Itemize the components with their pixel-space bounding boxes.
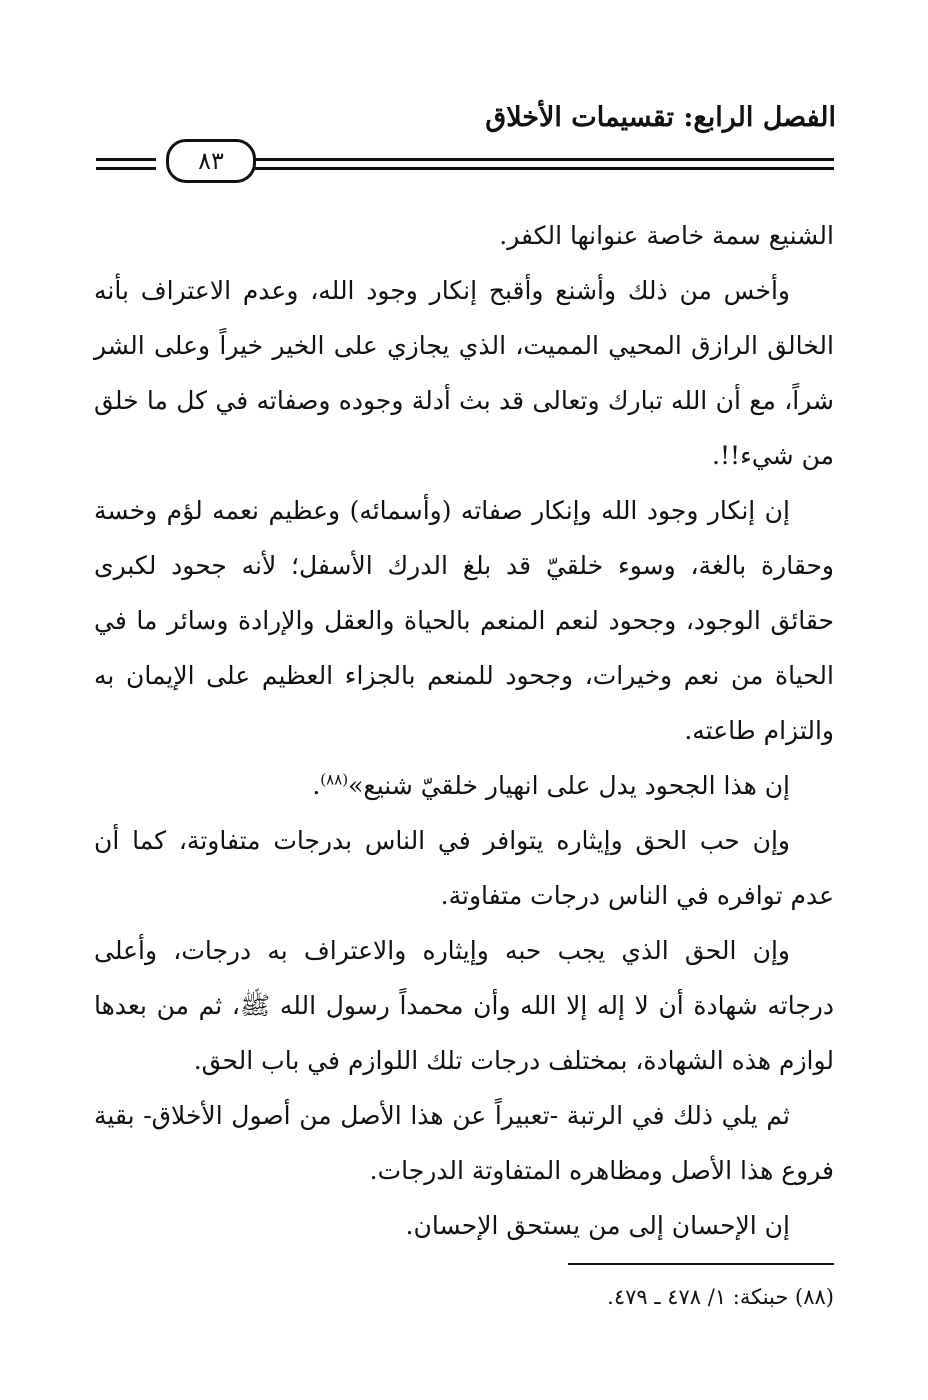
paragraph: وإن الحق الذي يجب حبه وإيثاره والاعتراف به درجات، وأعلى درجاته شهادة أن لا إله إلا الله وأن محمداً رسول الله ﷺ، ثم من بعدها لوازم هذه الشهادة، بمختلف درجات تلك اللوازم في باب الحق. xyxy=(94,936,834,1075)
paragraph: إن إنكار وجود الله وإنكار صفاته (وأسمائه) وعظيم نعمه لؤم وخسة وحقارة بالغة، وسوء خلقيّ قد بلغ الدرك الأسفل؛ لأنه جحود لكبرى حقائق الوجود، وجحود لنعم المنعم بالحياة والعقل والإرادة وسائر ما في الحياة من نعم وخيرات، وجحود للمنعم بالجزاء العظيم على الإيمان به والتزام طاعته. xyxy=(94,496,834,745)
footnote: (٨٨) حبنكة: ١/ ٤٧٨ ـ ٤٧٩. xyxy=(607,1285,834,1309)
paragraph: الشنيع سمة خاصة عنوانها الكفر. xyxy=(499,221,834,250)
paragraph-tail: . xyxy=(312,771,321,800)
paragraph: ثم يلي ذلك في الرتبة -تعبيراً عن هذا الأصل من أصول الأخلاق- بقية فروع هذا الأصل ومظاهره المتفاوتة الدرجات. xyxy=(94,1101,834,1185)
footnote-reference[interactable]: (٨٨) xyxy=(320,770,349,789)
body-text xyxy=(94,208,834,1253)
paragraph: وأخس من ذلك وأشنع وأقبح إنكار وجود الله، وعدم الاعتراف بأنه الخالق الرازق المحيي المميت، الذي يجازي على الخير خيراً وعلى الشر شراً، مع أن الله تبارك وتعالى قد بث أدلة وجوده وصفاته في كل ما خلق من شيء!!. xyxy=(94,276,834,470)
paragraph-text: إن هذا الجحود يدل على انهيار خلقيّ شنيع» xyxy=(348,771,790,800)
paragraph xyxy=(94,758,834,813)
page-number: ٨٣ xyxy=(198,147,224,175)
paragraph: إن الإحسان إلى من يستحق الإحسان. xyxy=(405,1211,790,1240)
paragraph: وإن حب الحق وإيثاره يتوافر في الناس بدرجات متفاوتة، كما أن عدم توافره في الناس درجات متفاوتة. xyxy=(94,826,834,910)
page-number-badge xyxy=(166,139,256,183)
footnote-separator xyxy=(568,1263,834,1265)
chapter-title: الفصل الرابع: تقسيمات الأخلاق xyxy=(485,102,836,133)
